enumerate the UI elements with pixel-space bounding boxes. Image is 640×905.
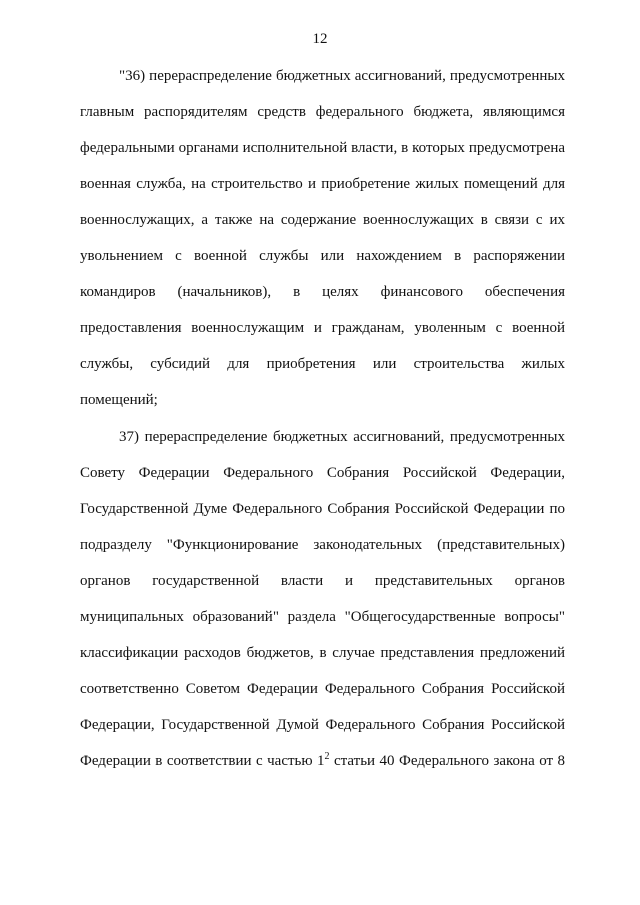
paragraph-line: увольнением с военной службы или нахождением в распоряжении: [80, 248, 565, 264]
paragraph-line: военнослужащих, а также на содержание военнослужащих в связи с их: [80, 212, 565, 228]
paragraph-line: военная служба, на строительство и приобретение жилых помещений для: [80, 176, 565, 192]
paragraph-line: федеральными органами исполнительной власти, в которых предусмотрена: [80, 140, 565, 156]
line-text-after: статьи 40 Федерального закона от 8: [329, 753, 565, 769]
paragraph-line: Совету Федерации Федерального Собрания Российской Федерации,: [80, 465, 565, 481]
paragraph-line: подразделу "Функционирование законодательных (представительных): [80, 537, 565, 553]
paragraph-line: службы, субсидий для приобретения или строительства жилых: [80, 356, 565, 372]
paragraph-line: Государственной Думе Федерального Собрания Российской Федерации по: [80, 501, 565, 517]
paragraph-line: Федерации, Государственной Думой Федерального Собрания Российской: [80, 717, 565, 733]
superscript: 2: [324, 751, 330, 762]
paragraph-line: органов государственной власти и представительных органов: [80, 573, 565, 589]
paragraph-line: 37) перераспределение бюджетных ассигнований, предусмотренных: [119, 429, 565, 445]
paragraph-line: помещений;: [80, 392, 158, 408]
page-number: 12: [312, 31, 328, 47]
paragraph-line: классификации расходов бюджетов, в случае представления предложений: [80, 645, 565, 661]
paragraph-line: главным распорядителям средств федерального бюджета, являющимся: [80, 104, 565, 120]
paragraph-line: командиров (начальников), в целях финансового обеспечения: [80, 284, 565, 300]
paragraph-line: предоставления военнослужащим и гражданам, уволенным с военной: [80, 320, 565, 336]
paragraph-line: "36) перераспределение бюджетных ассигнований, предусмотренных: [119, 68, 565, 84]
paragraph-line: муниципальных образований" раздела "Общегосударственные вопросы": [80, 609, 565, 625]
paragraph-line: соответственно Советом Федерации Федерального Собрания Российской: [80, 681, 565, 697]
paragraph-line: [80, 751, 565, 771]
line-text-before: Федерации в соответствии с частью 1: [80, 753, 325, 769]
